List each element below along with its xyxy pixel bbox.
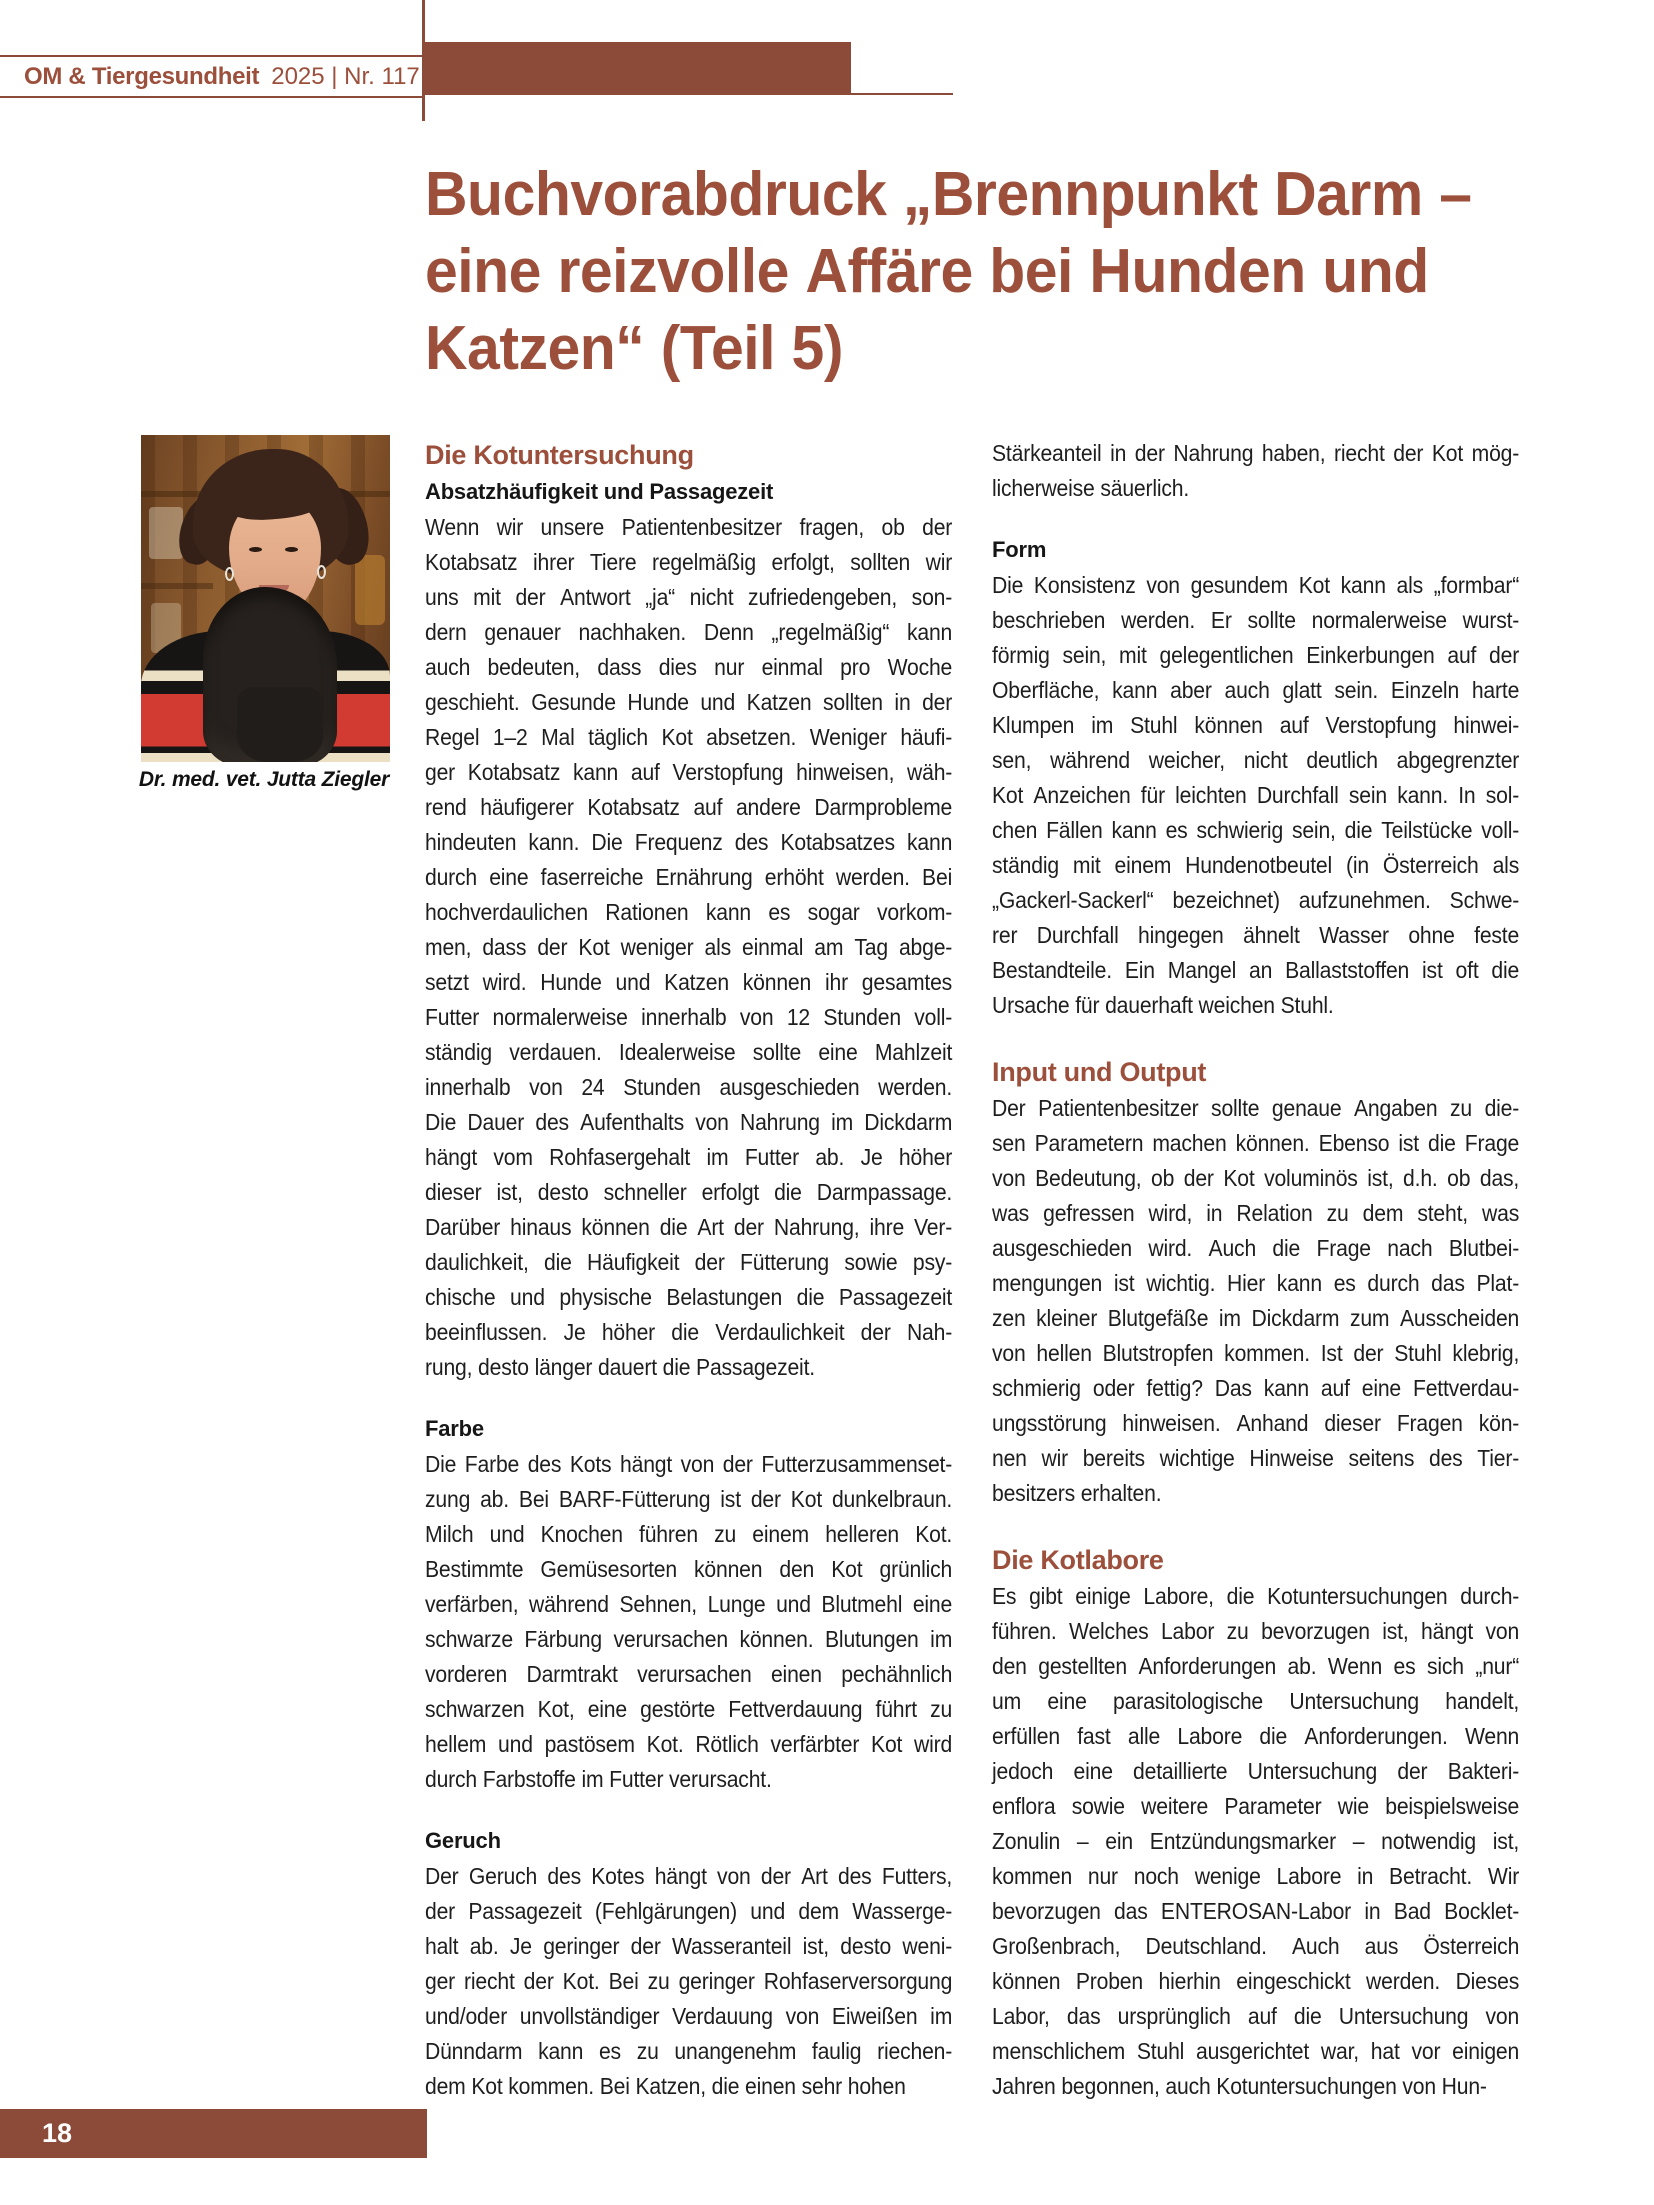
text-line: um eine parasitologische Untersuchung handelt, [992, 1688, 1520, 1714]
header-band [0, 57, 420, 96]
article-title-line: eine reizvolle Affäre bei Hunden und [425, 237, 1429, 306]
text-line: menschlichem Stuhl ausgerichtet war, hat vor einigen [992, 2038, 1520, 2064]
text-line: rer Durchfall hingegen ähnelt Wasser ohne feste [992, 922, 1520, 948]
article-title [425, 156, 1525, 387]
photo-shelf-packet [149, 507, 183, 559]
text-line: ausgeschieden wird. Auch die Frage nach Blutbei- [992, 1235, 1520, 1261]
text-line: Der Geruch des Kotes hängt von der Art des Futters, [425, 1863, 953, 1889]
footer-bar [0, 2109, 427, 2158]
text-line: Labor, das ursprünglich auf die Untersuchung von [992, 2003, 1520, 2029]
article-title-line: Katzen“ (Teil 5) [425, 314, 843, 383]
text-line: Großenbrach, Deutschland. Auch aus Österreich [992, 1933, 1520, 1959]
journal-title: OM & Tiergesundheit [24, 62, 260, 90]
text-line: hängt vom Rohfasergehalt im Futter ab. Je höher [425, 1144, 953, 1170]
photo-eye-left [249, 547, 262, 552]
text-line: innerhalb von 24 Stunden ausgeschieden werden. [425, 1074, 953, 1100]
paragraph-form [992, 568, 1523, 1023]
text-line: hellem und pastösem Kot. Rötlich verfärbter Kot wird [425, 1731, 953, 1757]
text-line: chische und physische Belastungen die Passagezeit [425, 1284, 953, 1310]
paragraph-geruch-continued [992, 436, 1523, 506]
text-line: uns mit der Antwort „ja“ nicht zufriedengeben, son- [425, 584, 953, 610]
text-line: von hellen Blutstropfen kommen. Ist der Stuhl klebrig, [992, 1340, 1520, 1366]
text-line: Bestimmte Gemüsesorten können den Kot grünlich [425, 1556, 953, 1582]
photo-earring-right [317, 565, 326, 579]
text-line: zung ab. Bei BARF-Fütterung ist der Kot dunkelbraun. [425, 1486, 953, 1512]
text-line: den gestellten Anforderungen ab. Wenn es sich „nur“ [992, 1653, 1520, 1679]
text-line: Klumpen im Stuhl können auf Verstopfung hinwei- [992, 712, 1520, 738]
text-line: durch eine faserreiche Ernährung erhöht werden. Bei [425, 864, 953, 890]
text-line: daulichkeit, die Häufigkeit der Fütterung sowie psy- [425, 1249, 953, 1275]
text-line: Die Konsistenz von gesundem Kot kann als „formbar“ [992, 572, 1520, 598]
text-line: besitzers erhalten. [992, 1480, 1162, 1506]
section-heading-kotuntersuchung: Die Kotuntersuchung [425, 440, 694, 470]
text-line: durch Farbstoffe im Futter verursacht. [425, 1766, 772, 1792]
text-line: dieser ist, desto schneller erfolgt die Darmpassage. [425, 1179, 953, 1205]
article-title-line: Buchvorabdruck „Brennpunkt Darm – [425, 160, 1472, 229]
text-line: halt ab. Je geringer der Wasseranteil ist, desto weni- [425, 1933, 953, 1959]
text-line: Die Dauer des Aufenthalts von Nahrung im Dickdarm [425, 1109, 953, 1135]
text-line: men, dass der Kot weniger als einmal am Tag abge- [425, 934, 953, 960]
text-line: schmierig oder fettig? Das kann auf eine Fettverdau- [992, 1375, 1520, 1401]
paragraph-kotlabore [992, 1579, 1523, 2104]
text-line: schwarzen Kot, eine gestörte Fettverdauung führt zu [425, 1696, 953, 1722]
text-line: kommen nur noch wenige Labore in Betracht. Wir [992, 1863, 1520, 1889]
text-line: Kot Anzeichen für leichten Durchfall sein kann. In sol- [992, 782, 1520, 808]
column-middle [425, 436, 952, 2104]
text-line: rend häufigerer Kotabsatz auf andere Darmprobleme [425, 794, 953, 820]
text-line: Ursache für dauerhaft weichen Stuhl. [992, 992, 1334, 1018]
text-line: schwarze Färbung verursachen können. Blutungen im [425, 1626, 953, 1652]
text-line: was gefressen wird, in Relation zu dem steht, was [992, 1200, 1520, 1226]
text-line: setzt wird. Hunde und Katzen können ihr gesamtes [425, 969, 953, 995]
author-caption: Dr. med. vet. Jutta Ziegler [138, 768, 390, 791]
text-line: verfärben, während Sehnen, Lunge und Blutmehl eine [425, 1591, 953, 1617]
subheading-form: Form [992, 537, 1047, 562]
text-line: der Passagezeit (Fehlgärungen) und dem Wasserge- [425, 1898, 953, 1924]
paragraph-absatzhaeufigkeit [425, 510, 952, 1385]
text-line: erfüllen fast alle Labore die Anforderungen. Wenn [992, 1723, 1520, 1749]
text-line: Darüber hinaus können die Art der Nahrung, ihre Ver- [425, 1214, 953, 1240]
text-line: Futter normalerweise innerhalb von 12 Stunden voll- [425, 1004, 953, 1030]
text-line: rung, desto länger dauert die Passagezeit. [425, 1354, 815, 1380]
paragraph-input-output [992, 1091, 1523, 1511]
subheading-geruch: Geruch [425, 1828, 501, 1853]
text-line: zen kleiner Blutgefäße im Dickdarm zum Ausscheiden [992, 1305, 1520, 1331]
section-heading-kotlabore: Die Kotlabore [992, 1545, 1164, 1575]
text-line: „Gackerl-Sackerl“ bezeichnet) aufzunehmen. Schwe- [992, 887, 1520, 913]
text-line: förmig sein, mit gelegentlichen Einkerbungen auf der [992, 642, 1520, 668]
subheading-absatzhaeufigkeit: Absatzhäufigkeit und Passagezeit [425, 479, 774, 504]
text-line: licherweise säuerlich. [992, 475, 1190, 501]
text-line: bevorzugen das ENTEROSAN-Labor in Bad Bocklet- [992, 1898, 1520, 1924]
column-right [992, 436, 1523, 2104]
text-line: ger riecht der Kot. Bei zu geringer Rohfaserversorgung [425, 1968, 953, 1994]
text-line: nen wir bereits wichtige Hinweise seitens des Tier- [992, 1445, 1520, 1471]
text-line: jedoch eine detaillierte Untersuchung der Bakteri- [992, 1758, 1520, 1784]
text-line: beeinflussen. Je höher die Verdaulichkeit der Nah- [425, 1319, 953, 1345]
text-line: hochverdaulichen Rationen kann es sogar vorkom- [425, 899, 953, 925]
text-line: Jahren begonnen, auch Kotuntersuchungen von Hun- [992, 2073, 1487, 2099]
photo-scarf [237, 687, 323, 762]
text-line: enflora sowie weitere Parameter wie beispielsweise [992, 1793, 1520, 1819]
text-line: Der Patientenbesitzer sollte genaue Angaben zu die- [992, 1095, 1520, 1121]
text-line: geschieht. Gesunde Hunde und Katzen sollten in der [425, 689, 953, 715]
text-line: Wenn wir unsere Patientenbesitzer fragen, ob der [425, 514, 953, 540]
text-line: Stärkeanteil in der Nahrung haben, riecht der Kot mög- [992, 440, 1520, 466]
photo-shelf-line [141, 583, 213, 589]
text-line: beschrieben werden. Er sollte normalerweise wurst- [992, 607, 1520, 633]
header-rule-bottom [0, 96, 423, 98]
text-line: Kotabsatz ihrer Tiere regelmäßig erfolgt, sollten wir [425, 549, 953, 575]
text-line: Zonulin – ein Entzündungsmarker – notwendig ist, [992, 1828, 1520, 1854]
text-line: Milch und Knochen führen zu einem helleren Kot. [425, 1521, 953, 1547]
text-line: ständig verdauen. Idealerweise sollte eine Mahlzeit [425, 1039, 953, 1065]
author-photo [141, 435, 390, 762]
text-line: chen Fällen kann es schwierig sein, die Teilstücke voll- [992, 817, 1520, 843]
text-line: auch bedeuten, dass dies nur einmal pro Woche [425, 654, 953, 680]
text-line: führen. Welches Labor zu bevorzugen ist, hängt von [992, 1618, 1520, 1644]
text-line: Die Farbe des Kots hängt von der Futterzusammenset- [425, 1451, 953, 1477]
text-line: dem Kot kommen. Bei Katzen, die einen sehr hohen [425, 2073, 906, 2099]
subheading-farbe: Farbe [425, 1416, 484, 1441]
paragraph-farbe [425, 1447, 952, 1797]
text-line: sen, während weicher, nicht deutlich abgegrenzter [992, 747, 1520, 773]
paragraph-geruch [425, 1859, 952, 2104]
page-number: 18 [42, 2118, 73, 2148]
text-line: Bestandteile. Ein Mangel an Ballaststoffen ist oft die [992, 957, 1520, 983]
text-line: vorderen Darmtrakt verursachen einen pechähnlich [425, 1661, 953, 1687]
section-heading-input-output: Input und Output [992, 1057, 1207, 1087]
photo-shelf-jar [355, 555, 385, 625]
text-line: Regel 1–2 Mal täglich Kot absetzen. Weniger häufi- [425, 724, 953, 750]
text-line: dern genauer nachhaken. Denn „regelmäßig“ kann [425, 619, 953, 645]
text-line: ger Kotabsatz kann auf Verstopfung hinweisen, wäh- [425, 759, 953, 785]
text-line: und/oder unvollständiger Verdauung von Eiweißen im [425, 2003, 953, 2029]
photo-earring-left [225, 567, 234, 581]
text-line: Oberfläche, kann aber auch glatt sein. Einzeln harte [992, 677, 1520, 703]
text-line: von Bedeutung, ob der Kot voluminös ist, d.h. ob das, [992, 1165, 1520, 1191]
text-line: hindeuten kann. Die Frequenz des Kotabsatzes kann [425, 829, 953, 855]
text-line: ständig mit einem Hundenotbeutel (in Österreich als [992, 852, 1520, 878]
text-line: können Proben hierhin eingeschickt werden. Dieses [992, 1968, 1520, 1994]
header-accent-bar [425, 42, 851, 95]
text-line: mengungen ist wichtig. Hier kann es durch das Plat- [992, 1270, 1520, 1296]
issue-label: 2025 | Nr. 117 [271, 62, 420, 90]
photo-eye-right [285, 547, 298, 552]
text-line: ungsstörung hinweisen. Anhand dieser Fragen kön- [992, 1410, 1520, 1436]
text-line: Es gibt einige Labore, die Kotuntersuchungen durch- [992, 1583, 1520, 1609]
text-line: sen Parametern machen können. Ebenso ist die Frage [992, 1130, 1520, 1156]
text-line: Dünndarm kann es zu unangenehm faulig riechen- [425, 2038, 953, 2064]
